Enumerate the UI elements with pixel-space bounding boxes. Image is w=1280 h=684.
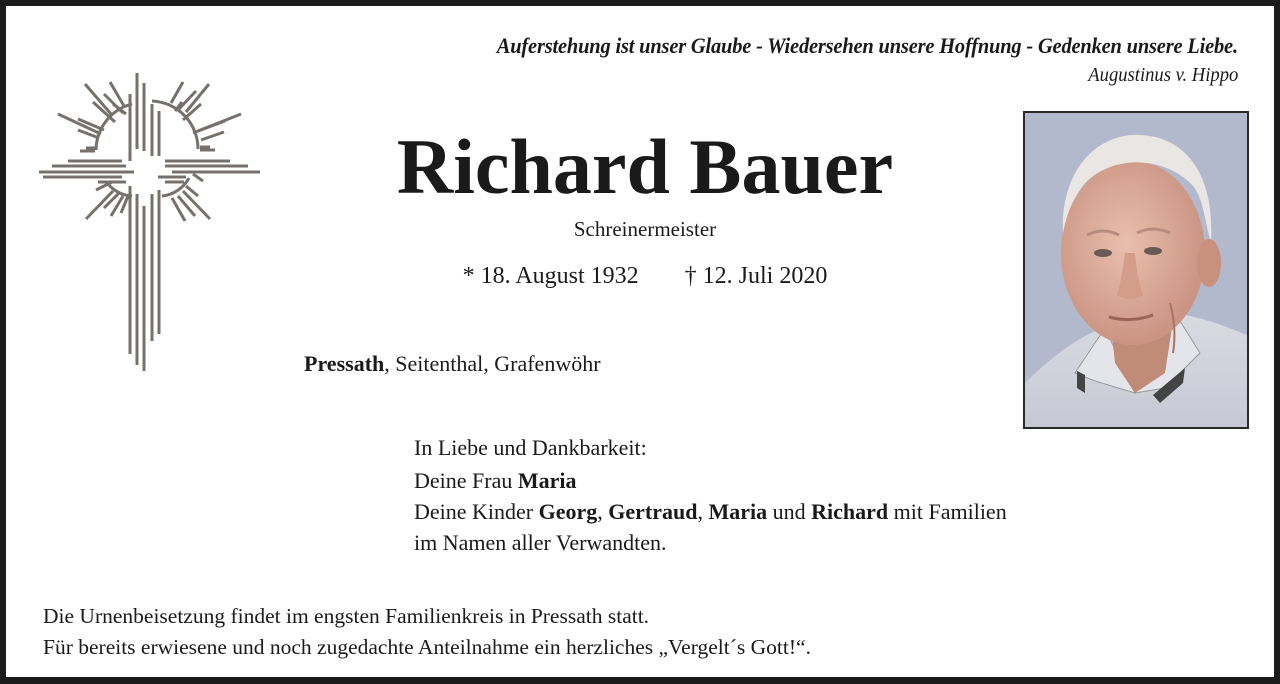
child-name: Georg: [538, 499, 598, 524]
birth-date: * 18. August 1932: [462, 263, 639, 289]
deceased-name: Richard Bauer: [396, 123, 894, 210]
motto-author: Augustinus v. Hippo: [1087, 64, 1238, 86]
mourners-block: [414, 432, 1007, 558]
motto-quote: Auferstehung ist unser Glaube - Wiedersehen unsere Hoffnung - Gedenken unsere Liebe.: [496, 33, 1238, 58]
children-prefix: Deine Kinder: [414, 499, 539, 524]
child-name: Maria: [708, 499, 768, 524]
cross-with-rays-icon: [38, 66, 274, 376]
child-name: Richard: [811, 499, 889, 524]
children-suffix: mit Familien: [888, 499, 1007, 524]
life-dates: [380, 263, 910, 290]
places: [304, 351, 601, 377]
mourners-intro: In Liebe und Dankbarkeit:: [414, 435, 647, 460]
separator: ,: [697, 499, 709, 524]
child-name: Gertraud: [608, 499, 698, 524]
mourners-children: [414, 496, 1007, 527]
place-others: , Seitenthal, Grafenwöhr: [384, 351, 601, 376]
portrait-photo: [1023, 111, 1249, 429]
separator: ,: [597, 499, 609, 524]
closing-line-1: Die Urnenbeisetzung findet im engsten Familienkreis in Pressath statt.: [43, 604, 650, 628]
deceased-profession: Schreinermeister: [573, 217, 717, 241]
wife-name: Maria: [517, 468, 577, 493]
mourners-relatives: im Namen aller Verwandten.: [414, 530, 667, 555]
death-date: † 12. Juli 2020: [684, 263, 828, 289]
portrait-illustration: [1025, 113, 1247, 427]
closing-notes: [43, 601, 811, 663]
closing-line-2: Für bereits erwiesene und noch zugedachte Anteilnahme ein herzliches „Vergelt´s Gott!“.: [43, 635, 811, 659]
separator: und: [767, 499, 812, 524]
wife-prefix: Deine Frau: [414, 468, 518, 493]
place-primary: Pressath: [304, 351, 385, 376]
mourners-wife: [414, 465, 1007, 496]
